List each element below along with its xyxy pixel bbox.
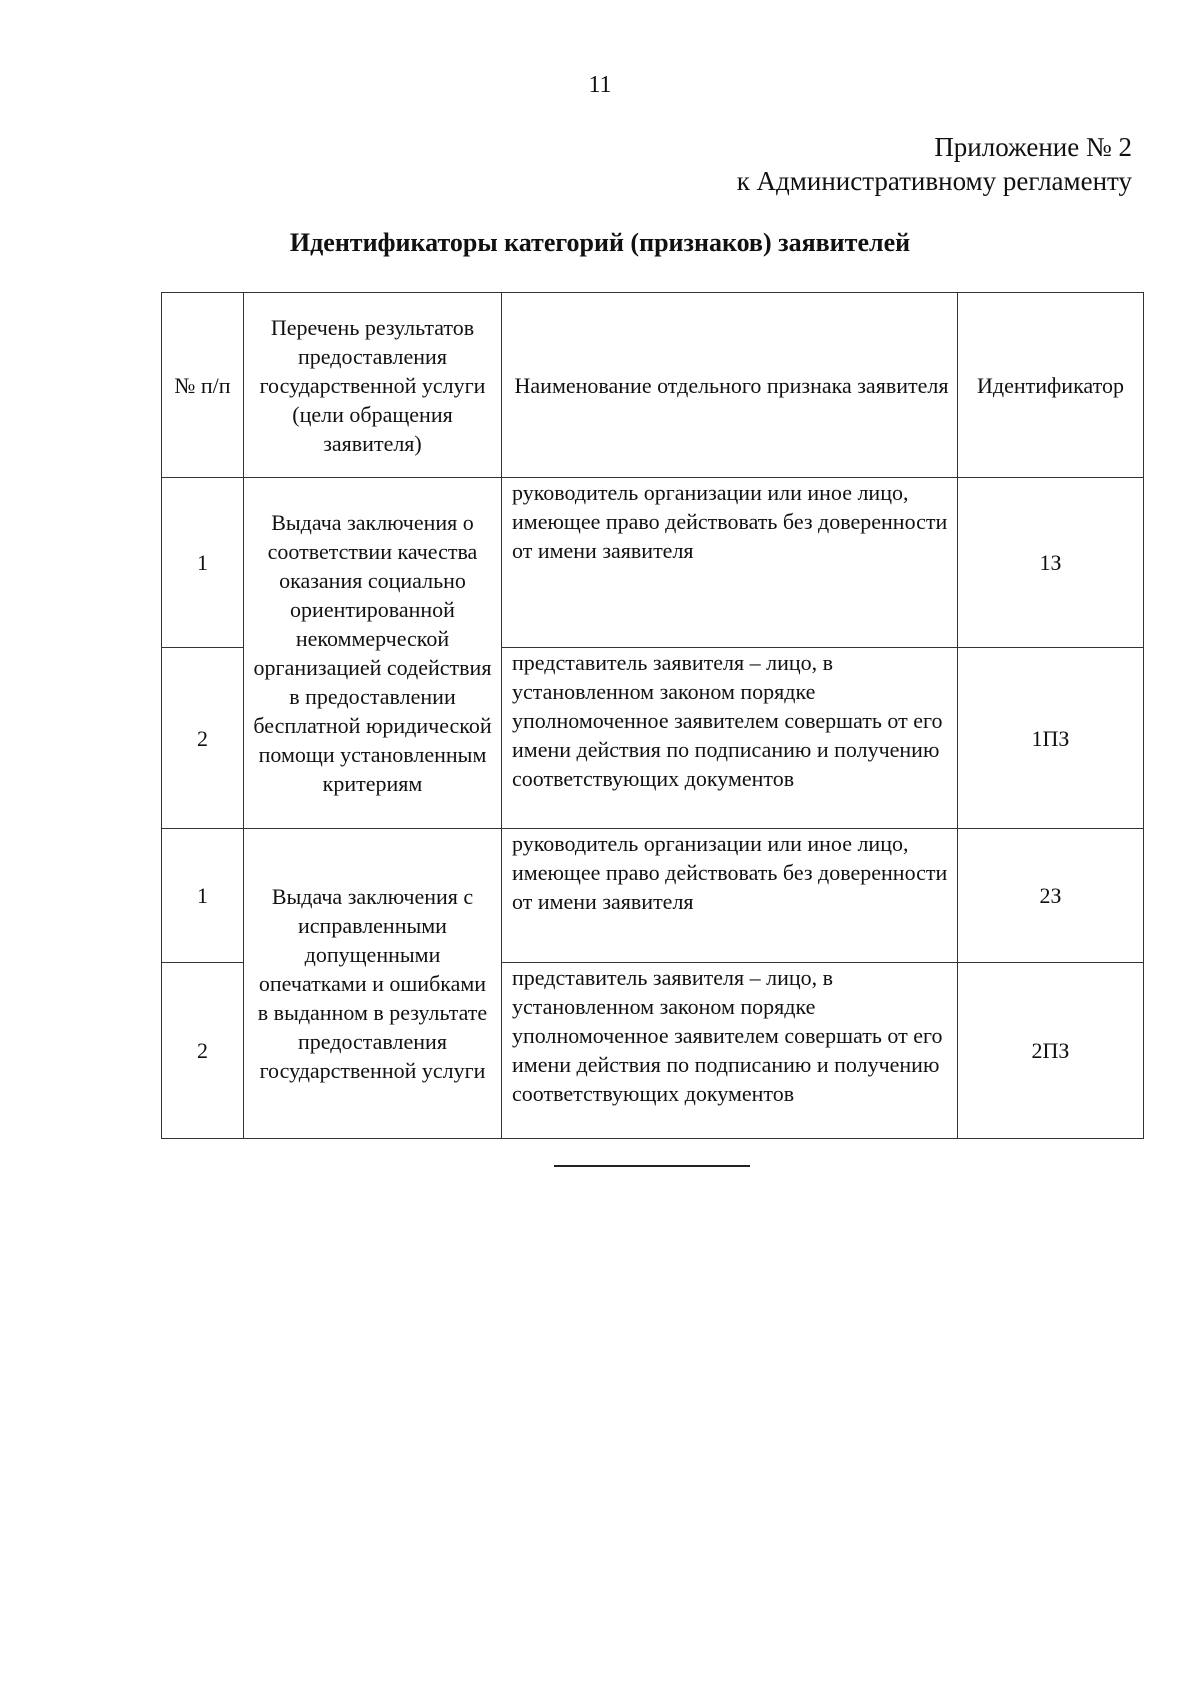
header-num: № п/п: [162, 293, 244, 478]
sign-cell: руководитель организации или иное лицо, имеющее право действовать без доверенности от имени заявителя: [502, 478, 958, 648]
table-header-row: [162, 293, 1144, 478]
document-title: Идентификаторы категорий (признаков) заявителей: [289, 228, 911, 257]
page-number: 11: [588, 72, 612, 98]
row-num: 1: [162, 478, 244, 648]
result-cell: Выдача заключения о соответствии качества оказания социально ориентированной некоммерческой организацией содействия в предоставлении бесплатной юридической помощи установленным критериям: [244, 478, 502, 829]
result-cell: Выдача заключения с исправленными допущенными опечатками и ошибками в выданном в результате предоставления государственной услуги: [244, 829, 502, 1139]
row-num: 2: [162, 963, 244, 1139]
appendix-line-1: Приложение № 2: [934, 132, 1132, 162]
table-row: [162, 829, 1144, 963]
identifier-cell: 2З: [958, 829, 1144, 963]
identifier-cell: 1З: [958, 478, 1144, 648]
sign-cell: руководитель организации или иное лицо, имеющее право действовать без доверенности от имени заявителя: [502, 829, 958, 963]
end-divider: [554, 1165, 750, 1167]
appendix-line-2: к Административному регламенту: [736, 166, 1132, 196]
identifier-cell: 1ПЗ: [958, 648, 1144, 829]
identifier-cell: 2ПЗ: [958, 963, 1144, 1139]
header-id: Идентификатор: [958, 293, 1144, 478]
header-sign: Наименование отдельного признака заявителя: [502, 293, 958, 478]
appendix-reference: [737, 130, 1132, 198]
row-num: 1: [162, 829, 244, 963]
identifiers-table: [161, 292, 1144, 1139]
table-row: [162, 478, 1144, 648]
sign-cell: представитель заявителя – лицо, в установленном законом порядке уполномоченное заявителем совершать от его имени действия по подписанию и получению соответствующих документов: [502, 648, 958, 829]
row-num: 2: [162, 648, 244, 829]
header-result: Перечень результатов предоставления государственной услуги (цели обращения заявителя): [244, 293, 502, 478]
sign-cell: представитель заявителя – лицо, в установленном законом порядке уполномоченное заявителем совершать от его имени действия по подписанию и получению соответствующих документов: [502, 963, 958, 1139]
